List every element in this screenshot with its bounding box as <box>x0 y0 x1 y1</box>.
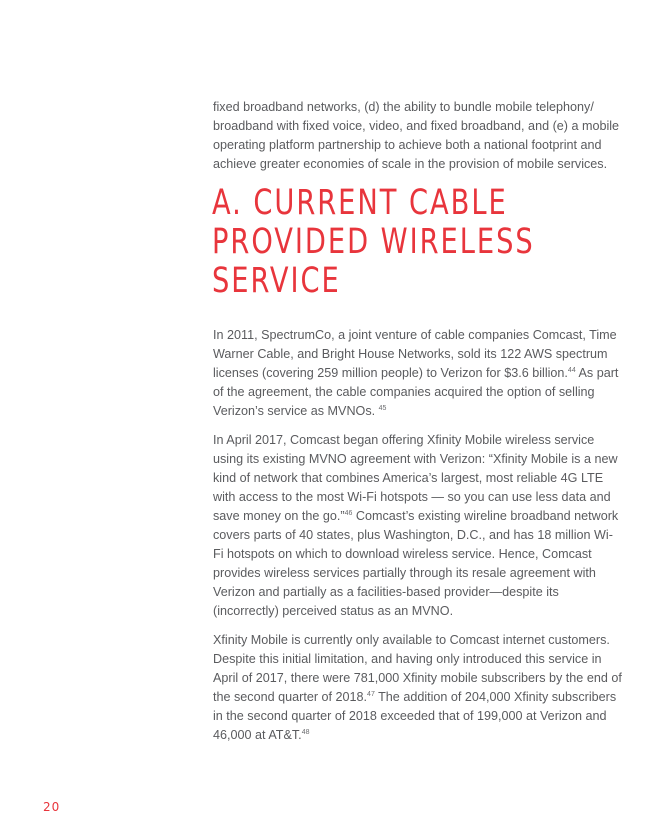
page-number: 20 <box>43 800 61 814</box>
section-heading-line: A. CURRENT CABLE <box>212 183 508 223</box>
footnote-ref-45: 45 <box>378 405 387 412</box>
section-heading-line: PROVIDED WIRELESS <box>212 222 535 262</box>
footnote-ref-44: 44 <box>567 367 576 374</box>
paragraph-text: The addition of 204,000 Xfinity subscribers in the second quarter of 2018 exceeded that of 199,000 at Verizon and 46,000 at AT&T. <box>213 690 617 742</box>
section-heading-line: SERVICE <box>212 261 341 301</box>
section-heading <box>212 184 540 301</box>
paragraph-text: In April 2017, Comcast began offering Xfinity Mobile wireless service using its existing MVNO agreement with Verizon: “Xfinity Mobile is a new kind of network that combines America’s largest, most reliable 4G LTE with access to the most Wi-Fi hotspots — so you can use less data and save money on the go.” <box>213 433 618 523</box>
paragraph-text: As part of the agreement, the cable companies acquired the option of selling Verizon’s service as MVNOs. <box>213 366 619 418</box>
paragraph-text: Xfinity Mobile is currently only available to Comcast internet customers. Despite this initial limitation, and having only introduced this service in April of 2017, there were 781,000 Xfinity mobile subscribers by the end of the second quarter of 2018. <box>213 633 622 704</box>
paragraph-text: Comcast’s existing wireline broadband network covers parts of 40 states, plus Washington, D.C., and has 18 million Wi-Fi hotspots on which to download wireless service. Hence, Comcast provides wireless services partially through its resale agreement with Verizon and partially as a facilities-based provider—despite its (incorrectly) perceived status as an MVNO. <box>213 509 619 618</box>
body-paragraph-xfinity-subscribers <box>213 631 623 745</box>
body-paragraph-spectrumco <box>213 326 623 421</box>
body-paragraph-xfinity-launch <box>213 431 623 621</box>
intro-paragraph: fixed broadband networks, (d) the ability to bundle mobile telephony/ broadband with fixed voice, video, and fixed broadband, and (e) a mobile operating platform partnership to achieve both a national footprint and achieve greater economies of scale in the provision of mobile services. <box>213 100 620 171</box>
footnote-ref-48: 48 <box>301 729 310 736</box>
footnote-ref-46: 46 <box>344 510 353 517</box>
paragraph-text: In 2011, SpectrumCo, a joint venture of cable companies Comcast, Time Warner Cable, and Bright House Networks, sold its 122 AWS spectrum licenses (covering 259 million people) to Verizon for $3.6 billion. <box>213 328 617 380</box>
footnote-ref-47: 47 <box>367 691 375 698</box>
